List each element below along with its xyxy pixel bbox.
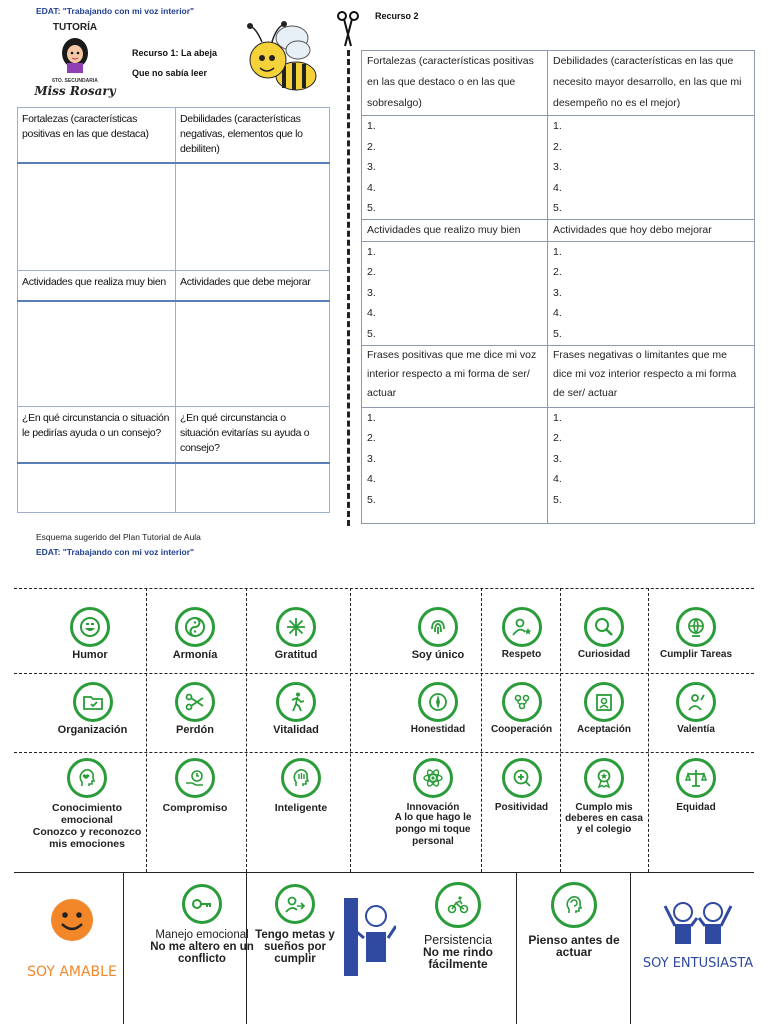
grid-vline — [630, 872, 631, 1024]
card-label: Vitalidad — [273, 724, 319, 736]
right-actividades-mejorar-header: Actividades que hoy debo mejorar — [548, 219, 755, 241]
card-compromiso — [150, 758, 240, 814]
scissors-cut-icon — [175, 682, 215, 722]
card-label: Compromiso — [162, 802, 228, 814]
card-label: Persistencia — [423, 933, 493, 947]
card-label: Valentía — [677, 724, 715, 735]
atom-icon — [413, 758, 453, 798]
left-ayuda-header: ¿En qué circunstancia o situación le pedirías ayuda o un consejo? — [18, 407, 176, 463]
scissors-icon — [336, 10, 360, 48]
card-conocimiento-emocional — [28, 758, 146, 850]
right-actividades-mejorar-list[interactable]: 1. 2. 3. 4. 5. — [548, 241, 755, 345]
card-label: Perdón — [176, 724, 214, 736]
card-curiosidad — [564, 607, 644, 660]
cyclist-icon — [435, 882, 481, 928]
grid-hline — [14, 872, 754, 873]
grid-vline — [481, 588, 482, 872]
grid-vline — [350, 588, 351, 872]
card-armonia — [155, 607, 235, 661]
grid-vline — [246, 588, 247, 872]
left-ayuda-cell[interactable] — [18, 463, 176, 513]
card-label: Cumplo mis deberes en casa y el colegio — [565, 802, 643, 835]
card-label: Equidad — [676, 802, 716, 813]
key-icon — [182, 884, 222, 924]
right-frases-positivas-header: Frases positivas que me dice mi voz interior respecto a mi forma de ser/ actuar — [362, 345, 548, 407]
grid-vline — [123, 872, 124, 1024]
card-label: Tengo metas y sueños por cumplir — [255, 929, 335, 965]
grid-hline — [14, 752, 754, 753]
laughing-face-icon — [70, 607, 110, 647]
left-fortalezas-cell[interactable] — [18, 163, 176, 271]
card-label: Honestidad — [410, 724, 466, 735]
right-debilidades-header: Debilidades (características en las que necesito mayor desarrollo, en las que mi desempeño no es el mejor) — [548, 51, 755, 116]
resource1-title: Recurso 1: La abeja — [132, 48, 218, 58]
card-innovacion — [388, 758, 478, 848]
scheme-caption: Esquema sugerido del Plan Tutorial de Aula — [36, 532, 201, 542]
girl-avatar-icon — [30, 33, 120, 73]
left-evitar-cell[interactable] — [176, 463, 330, 513]
logo-title: TUTORÍA — [52, 22, 98, 33]
card-manejo-emocional — [150, 884, 254, 965]
magnifier-icon — [584, 607, 624, 647]
grid-vline — [146, 588, 147, 872]
card-humor — [50, 607, 130, 661]
right-actividades-bien-list[interactable]: 1. 2. 3. 4. 5. — [362, 241, 548, 345]
card-soy-amable — [22, 896, 122, 980]
card-label: Curiosidad — [577, 649, 631, 660]
folder-check-icon — [73, 682, 113, 722]
resource2-title: Recurso 2 — [375, 11, 419, 21]
scales-icon — [676, 758, 716, 798]
logo-name: Miss Rosary — [34, 84, 116, 98]
grid-vline — [516, 872, 517, 1024]
plus-magnifier-icon — [502, 758, 542, 798]
grid-vline — [560, 588, 561, 872]
edat-title: EDAT: "Trabajando con mi voz interior" — [36, 6, 195, 16]
card-label: Innovación — [406, 802, 460, 813]
logo-subtitle: 6TO. SECUNDARIA — [52, 78, 98, 84]
card-label: Armonía — [172, 649, 218, 661]
card-aceptacion — [564, 682, 644, 735]
card-vitalidad — [256, 682, 336, 736]
card-label: Conocimiento emocional — [52, 802, 122, 826]
card-gratitud — [256, 607, 336, 661]
award-ribbon-icon — [584, 758, 624, 798]
globe-icon — [676, 607, 716, 647]
card-sublabel: No me rindo fácilmente — [422, 945, 493, 971]
left-actividades-bien-header: Actividades que realiza muy bien — [18, 271, 176, 301]
yin-yang-icon — [175, 607, 215, 647]
card-sublabel: No me altero en un conflicto — [150, 941, 254, 965]
tutoria-logo — [30, 22, 120, 100]
left-debilidades-cell[interactable] — [176, 163, 330, 271]
edat-title-2: EDAT: "Trabajando con mi voz interior" — [36, 547, 195, 557]
left-evitar-header: ¿En qué circunstancia o situación evitarías su ayuda o consejo? — [176, 407, 330, 463]
person-star-icon — [502, 607, 542, 647]
soy-entusiasta-label: SOY ENTUSIASTA — [642, 956, 754, 971]
grid-hline — [14, 673, 754, 674]
card-label: Cooperación — [490, 724, 553, 735]
card-sublabel: Conozco y reconozco mis emociones — [32, 826, 142, 850]
right-fortalezas-list[interactable]: 1. 2. 3. 4. 5. — [362, 116, 548, 220]
right-fortalezas-header: Fortalezas (características positivas en las que destaco o en las que sobresalgo) — [362, 51, 548, 116]
card-label: Inteligente — [274, 802, 328, 814]
card-cumplo-deberes — [562, 758, 646, 835]
left-worksheet-table — [17, 107, 330, 513]
cut-line — [347, 50, 350, 526]
card-soy-unico — [398, 607, 478, 661]
right-frases-negativas-header: Frases negativas o limitantes que me dice mi voz interior respecto a mi forma de ser/ actuar — [548, 345, 755, 407]
left-actividades-mejorar-cell[interactable] — [176, 301, 330, 407]
resource1-subtitle: Que no sabía leer — [132, 68, 208, 78]
left-actividades-mejorar-header: Actividades que debe mejorar — [176, 271, 330, 301]
card-respeto — [484, 607, 559, 660]
compass-icon — [418, 682, 458, 722]
card-valentia — [652, 682, 740, 735]
soy-amable-label: SOY AMABLE — [27, 964, 117, 980]
card-persistencia — [404, 882, 512, 970]
card-organizacion — [45, 682, 140, 736]
left-actividades-bien-cell[interactable] — [18, 301, 176, 407]
card-cooperacion — [483, 682, 560, 735]
right-debilidades-list[interactable]: 1. 2. 3. 4. 5. — [548, 116, 755, 220]
bee-illustration-icon — [232, 18, 324, 100]
kids-cheering-icon — [653, 892, 743, 950]
right-worksheet-table — [361, 50, 755, 524]
right-frases-negativas-list[interactable]: 1. 2. 3. 4. 5. — [548, 407, 755, 523]
right-frases-positivas-list[interactable]: 1. 2. 3. 4. 5. — [362, 407, 548, 523]
card-label: Cumplir Tareas — [659, 649, 733, 660]
id-badge-icon — [584, 682, 624, 722]
card-soy-entusiasta — [636, 892, 760, 971]
card-label: Organización — [57, 724, 128, 736]
card-label: Positividad — [494, 802, 549, 813]
card-sublabel: A lo que hago le pongo mi toque personal — [394, 812, 472, 847]
head-refresh-icon — [551, 882, 597, 928]
orange-smiley-icon — [48, 896, 96, 944]
team-icon — [502, 682, 542, 722]
card-label: Soy único — [411, 649, 465, 661]
card-label: Gratitud — [274, 649, 318, 661]
left-fortalezas-header: Fortalezas (características positivas en las que destaca) — [18, 108, 176, 163]
card-label: Humor — [72, 649, 108, 661]
card-inteligente — [256, 758, 346, 814]
card-equidad — [652, 758, 740, 813]
head-heart-icon — [67, 758, 107, 798]
card-pienso-antes — [522, 882, 626, 958]
card-label: Respeto — [501, 649, 542, 660]
grid-hline — [14, 588, 754, 589]
hand-clock-icon — [175, 758, 215, 798]
brave-person-icon — [676, 682, 716, 722]
card-honestidad — [398, 682, 478, 735]
head-idea-icon — [281, 758, 321, 798]
card-label: Pienso antes de actuar — [528, 933, 620, 959]
card-label: Aceptación — [577, 724, 631, 735]
card-cumplir-tareas — [652, 607, 740, 660]
card-positividad — [484, 758, 559, 813]
snowflake-icon — [276, 607, 316, 647]
card-label: Manejo emocional — [155, 929, 249, 941]
card-perdon — [155, 682, 235, 736]
runner-icon — [276, 682, 316, 722]
grid-vline — [648, 588, 649, 872]
card-tengo-metas — [252, 884, 338, 965]
left-debilidades-header: Debilidades (características negativas, elementos que lo debiliten) — [176, 108, 330, 163]
right-actividades-bien-header: Actividades que realizo muy bien — [362, 219, 548, 241]
kids-illustration-icon — [344, 898, 396, 976]
goal-person-icon — [275, 884, 315, 924]
fingerprint-icon — [418, 607, 458, 647]
